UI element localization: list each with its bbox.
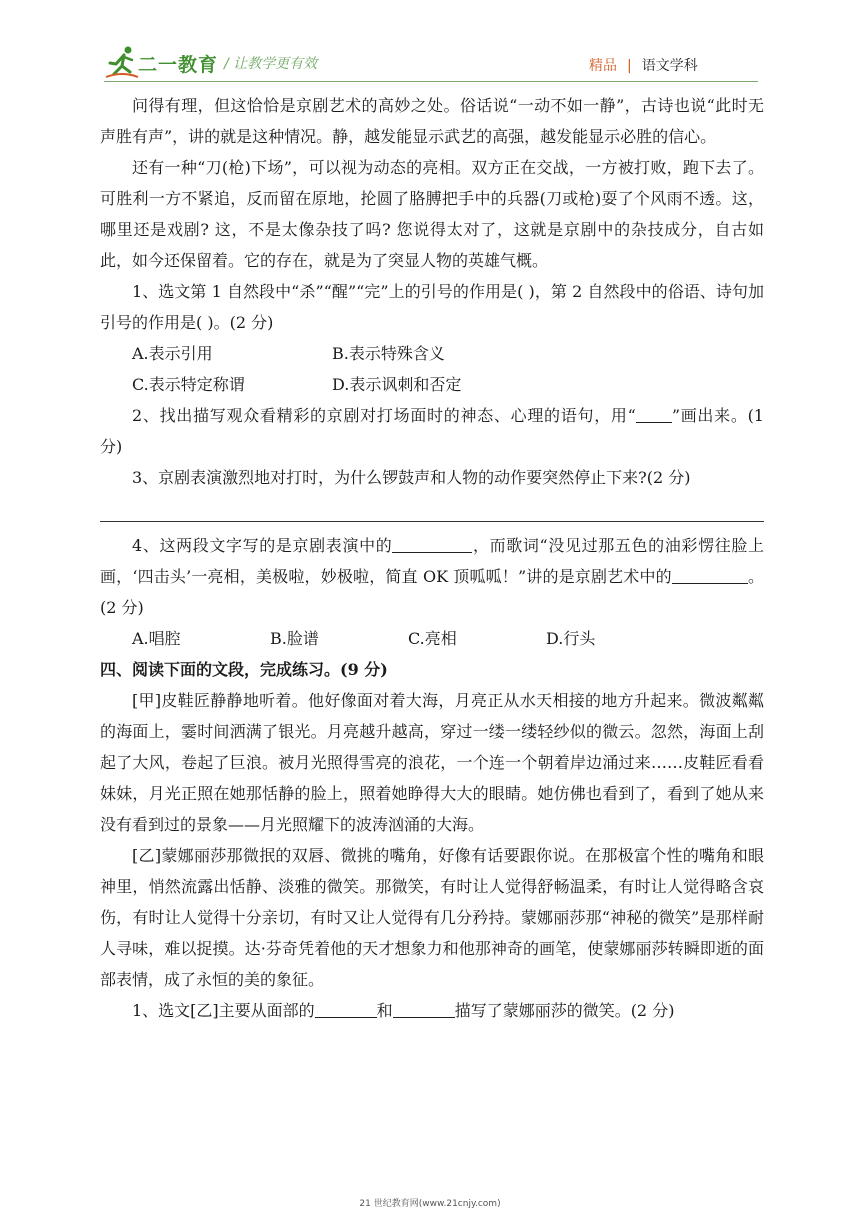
header-divider (104, 81, 758, 82)
passage-jia: [甲]皮鞋匠静静地听着。他好像面对着大海，月亮正从水天相接的地方升起来。微波粼粼的海面上，霎时间洒满了银光。月亮越升越高，穿过一缕一缕轻纱似的微云。忽然，海面上刮起了大风，卷起了巨浪。被月光照得雪亮的浪花，一个连一个朝着岸边涌过来……皮鞋匠看看妹妹，月光正照在她那恬静的脸上，照着她睁得大大的眼睛。她仿佛也看到了，看到了她从来没有看到过的景象——月光照耀下的波涛汹涌的大海。 (100, 691, 764, 834)
page-header (0, 0, 860, 86)
q1-options-row-1 (100, 338, 764, 369)
q1-option-c: C.表示特定称谓 (132, 375, 245, 394)
page-footer: 21 世纪教育网(www.21cnjy.com) (359, 1199, 501, 1209)
underline-sample (636, 402, 672, 423)
header-separator: | (627, 58, 632, 74)
q1-option-b: B.表示特殊含义 (332, 344, 445, 363)
s4q1-blank-1[interactable] (315, 997, 377, 1018)
paragraph-1: 问得有理，但这恰恰是京剧艺术的高妙之处。俗话说“一动不如一静”，古诗也说“此时无声胜有声”，讲的就是这种情况。静，越发能显示武艺的高强，越发能显示必胜的信心。 (100, 96, 764, 146)
q4-option-b: B.脸谱 (270, 629, 319, 648)
q4-options-row (100, 623, 764, 654)
q1-options-row-2 (100, 369, 764, 400)
section-4-title: 四、阅读下面的文段，完成练习。(9 分) (100, 660, 388, 679)
paragraph-2: 还有一种“刀(枪)下场”，可以视为动态的亮相。双方正在交战，一方被打败，跑下去了。可胜利一方不紧追，反而留在原地，抡圆了胳膊把手中的兵器(刀或枪)耍了个风雨不透。这，哪里还是戏剧? 这，不是太像杂技了吗? 您说得太对了，这就是京剧中的杂技成分，自古如此，如今还保留着。它的存在，就是为了突显人物的英雄气概。 (100, 158, 764, 270)
q4-option-d: D.行头 (546, 629, 596, 648)
slogan: / 让教学更有效 (224, 56, 318, 72)
q4-blank-2[interactable] (672, 563, 748, 584)
premium-tag: 精品 (589, 58, 617, 74)
q1-option-a: A.表示引用 (132, 344, 213, 363)
passage-yi: [乙]蒙娜丽莎那微抿的双唇、微挑的嘴角，好像有话要跟你说。在那极富个性的嘴角和眼神里，悄然流露出恬静、淡雅的微笑。那微笑，有时让人觉得舒畅温柔，有时让人觉得略含哀伤，有时让人觉得十分亲切，有时又让人觉得有几分矜持。蒙娜丽莎那“神秘的微笑”是那样耐人寻味，难以捉摸。达·芬奇凭着他的天才想象力和他那神奇的画笔，使蒙娜丽莎转瞬即逝的面部表情，成了永恒的美的象征。 (100, 846, 764, 989)
q4-option-c: C.亮相 (408, 629, 457, 648)
answer-line[interactable] (100, 521, 764, 522)
question-2: 2、找出描写观众看精彩的京剧对打场面时的神态、心理的语句，用“ ”画出来。(1 分) (100, 400, 764, 462)
q1-option-d: D.表示讽刺和否定 (332, 375, 462, 394)
question-1: 1、选文第 1 自然段中“杀”“醒”“完”上的引号的作用是( )，第 2 自然段中的俗语、诗句加引号的作用是( )。(2 分) (100, 282, 764, 332)
section-4-question-1: 1、选文[乙]主要从面部的 和 描写了蒙娜丽莎的微笑。(2 分) (100, 995, 764, 1026)
q4-blank-1[interactable] (392, 532, 472, 553)
q4-option-a: A.唱腔 (132, 629, 181, 648)
s4q1-blank-2[interactable] (393, 997, 455, 1018)
subject-label: 语文学科 (641, 58, 698, 74)
header-right (589, 55, 698, 75)
running-man-logo-icon (104, 44, 140, 80)
question-4: 4、这两段文字写的是京剧表演中的 ，而歌词“没见过那五色的油彩愣往脸上画，‘四击头’一亮相，美极啦，妙极啦，简直 OK 顶呱呱！”讲的是京剧艺术中的 。(2 分) (100, 530, 764, 623)
document-body (100, 90, 764, 1026)
question-3: 3、京剧表演激烈地对打时，为什么锣鼓声和人物的动作要突然停止下来?(2 分) (132, 468, 691, 487)
brand-name: 二一教育 (138, 54, 219, 76)
